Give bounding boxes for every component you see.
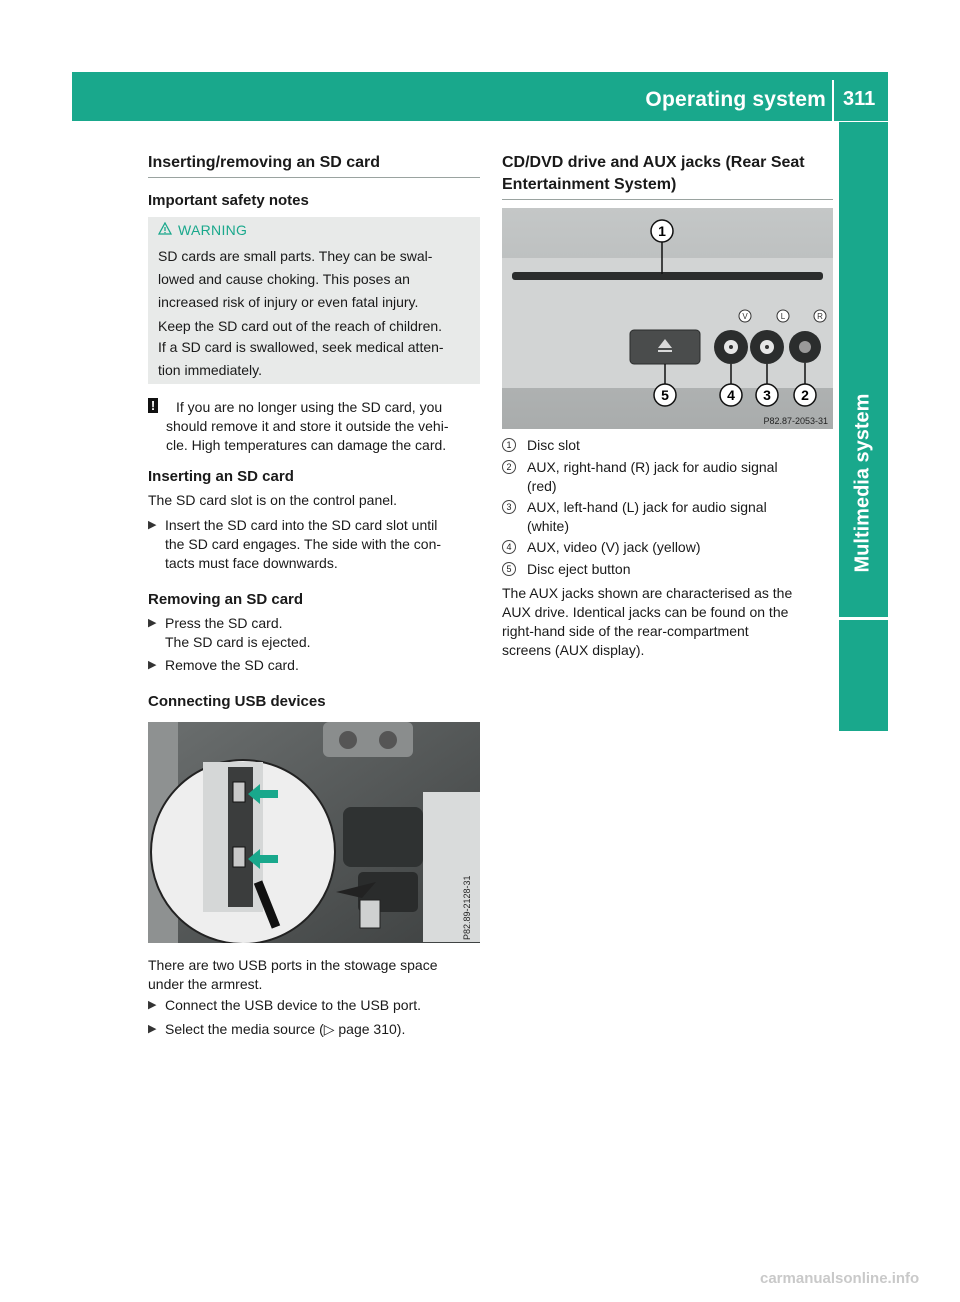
legend-number: 1 [502,438,516,452]
important-icon: ! [148,398,158,413]
legend-number: 5 [502,562,516,576]
text-line: right-hand side of the rear-compartment [502,623,749,639]
usb-text [148,956,480,994]
section-rule [502,199,833,200]
text-line: tacts must face downwards. [165,555,338,571]
text-line: Disc slot [527,437,580,453]
usb-step-1 [148,996,480,1015]
text-line: increased risk of injury or even fatal injury. [158,294,419,310]
inserting-text: The SD card slot is on the control panel. [148,492,398,508]
usb-ports-image [148,722,480,943]
legend-item-4 [502,538,833,557]
inserting-heading: Inserting an SD card [148,468,294,485]
header-separator [832,80,834,121]
text-line: (red) [527,478,557,494]
text-line: cle. High temperatures can damage the card. [166,437,447,453]
text-line: Disc eject button [527,561,631,577]
text-line: screens (AUX display). [502,642,645,658]
jack-label-r: R [817,312,823,321]
text-line: Remove the SD card. [165,657,299,673]
text-line: AUX drive. Identical jacks can be found on the [502,604,789,620]
text-line: Entertainment System) [502,176,677,193]
side-tab-block [839,620,888,731]
callout-4: 4 [727,387,735,403]
removing-step-2 [148,656,480,675]
warning-label: WARNING [178,222,248,238]
callout-5: 5 [661,387,669,403]
text-line: Keep the SD card out of the reach of children. [158,318,443,334]
text-line: CD/DVD drive and AUX jacks (Rear Seat [502,154,805,171]
page-section-title: Operating system [645,88,826,111]
legend-item-5 [502,560,833,579]
text-line: AUX, video (V) jack (yellow) [527,539,701,555]
text-line: AUX, right-hand (R) jack for audio signal [527,459,778,475]
step-arrow-icon: ▶ [148,519,157,531]
usb-image-code: P82.89-2128-31 [462,875,472,940]
side-tab-label: Multimedia system [851,393,874,573]
removing-step-1 [148,614,480,652]
section-title-cd-dvd [502,152,842,196]
text-line: If a SD card is swallowed, seek medical atten- [158,339,444,355]
legend-number: 3 [502,500,516,514]
callout-2: 2 [801,387,809,403]
important-note [148,398,480,455]
text-line: There are two USB ports in the stowage space [148,957,438,973]
text-line: The SD card is ejected. [165,634,311,650]
callout-3: 3 [763,387,771,403]
safety-heading: Important safety notes [148,192,309,209]
warning-header [158,222,247,238]
aux-text [502,584,833,660]
page-reference-link[interactable]: Select the media source (▷ page 310). [165,1021,406,1037]
legend-number: 2 [502,460,516,474]
legend-number: 4 [502,540,516,554]
text-line: the SD card engages. The side with the con- [165,536,442,552]
warning-triangle-icon [158,222,172,238]
callout-1: 1 [658,223,666,239]
cd-image-code: P82.87-2053-31 [763,416,828,426]
step-arrow-icon: ▶ [148,659,157,671]
legend-item-2 [502,458,833,496]
text-line: Connect the USB device to the USB port. [165,997,422,1013]
step-arrow-icon: ▶ [148,999,157,1011]
text-line: SD cards are small parts. They can be swal- [158,248,433,264]
page-number: 311 [843,88,876,110]
usb-step-2 [148,1020,480,1039]
removing-heading: Removing an SD card [148,591,304,608]
step-arrow-icon: ▶ [148,617,157,629]
text-line: Press the SD card. [165,615,283,631]
legend-item-3 [502,498,833,536]
step-arrow-icon: ▶ [148,1023,157,1035]
inserting-step [148,516,480,573]
text-line: lowed and cause choking. This poses an [158,271,410,287]
text-line: The AUX jacks shown are characterised as the [502,585,793,601]
warning-text-1 [158,247,474,312]
text-line: tion immediately. [158,362,263,378]
section-title-sd-card: Inserting/removing an SD card [148,154,381,171]
text-line: (white) [527,518,570,534]
section-rule [148,177,480,178]
text-line: If you are no longer using the SD card, you [176,399,443,415]
text-line: should remove it and store it outside the vehi- [166,418,449,434]
text-line: Insert the SD card into the SD card slot until [165,517,438,533]
jack-label-l: L [780,312,786,321]
watermark: carmanualsonline.info [760,1270,920,1287]
cd-aux-image [502,208,833,429]
warning-text-2 [158,317,474,380]
usb-heading: Connecting USB devices [148,693,326,710]
text-line: under the armrest. [148,976,263,992]
legend-item-1 [502,436,833,455]
text-line: AUX, left-hand (L) jack for audio signal [527,499,767,515]
jack-label-v: V [742,312,748,321]
